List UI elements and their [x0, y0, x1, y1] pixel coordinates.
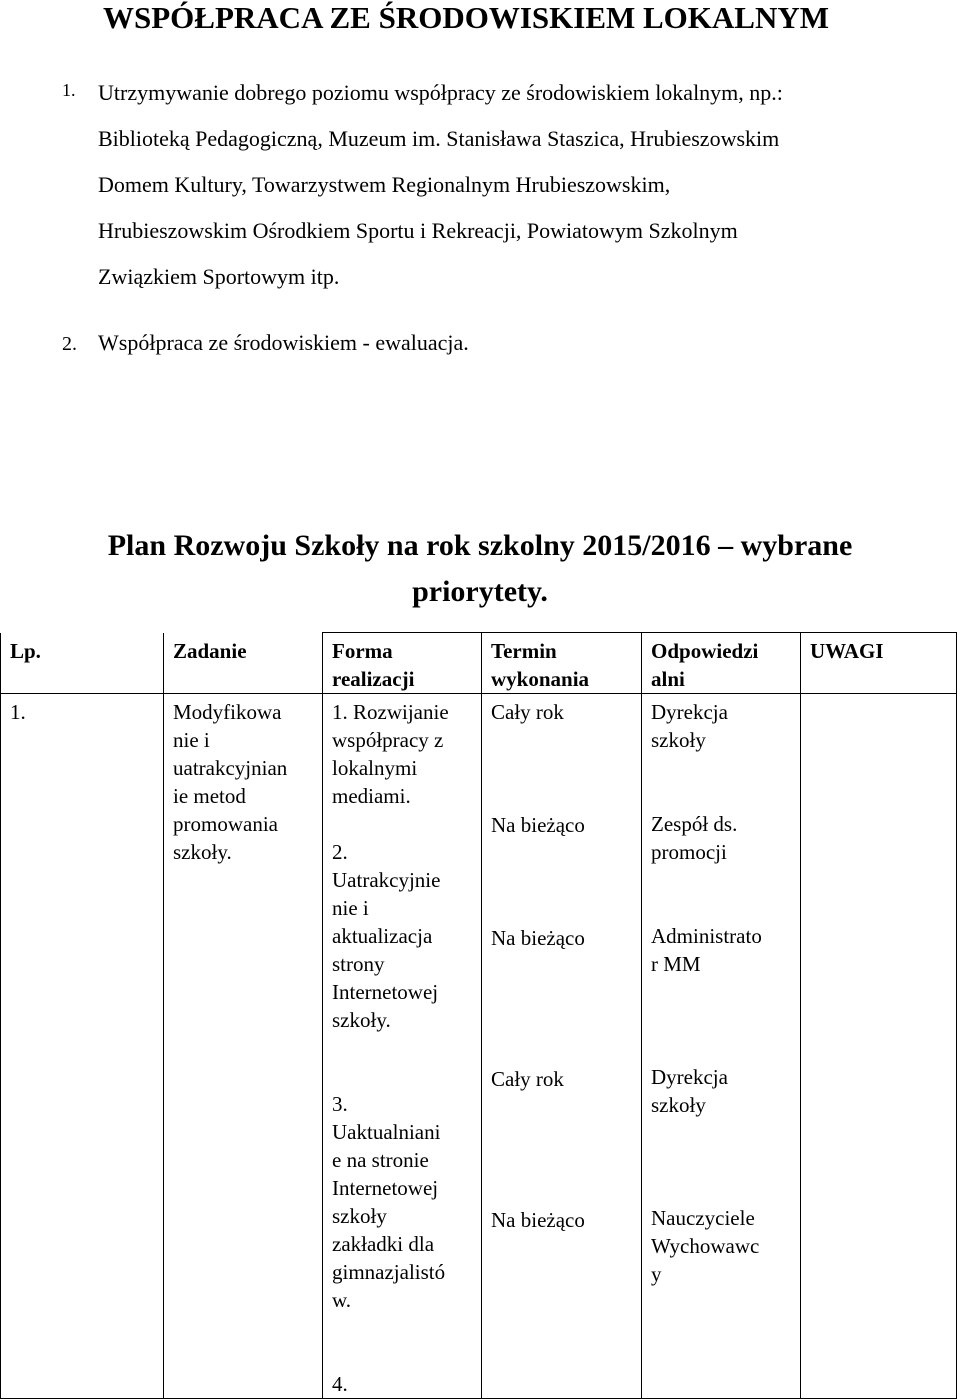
list-item-1-line-3: Domem Kultury, Towarzystwem Regionalnym Hrubieszowskim, — [98, 172, 671, 197]
plan-title-line-2: priorytety. — [412, 575, 548, 608]
list-item-1-line-1: Utrzymywanie dobrego poziomu współpracy ze środowiskiem lokalnym, np.: — [98, 80, 783, 105]
odpowiedzialni-item-1: Dyrekcja szkoły — [651, 700, 728, 752]
header-termin: Termin wykonania — [482, 633, 642, 694]
header-forma: Forma realizacji — [323, 633, 482, 694]
list-item-1-line-4: Hrubieszowskim Ośrodkiem Sportu i Rekreacji, Powiatowym Szkolnym — [98, 218, 738, 243]
cell-forma — [323, 694, 482, 1399]
plan-title-line-1: Plan Rozwoju Szkoły na rok szkolny 2015/2016 – wybrane — [107, 529, 853, 562]
plan-table — [0, 632, 957, 1399]
plan-title — [0, 523, 960, 615]
page-heading: WSPÓŁPRACA ZE ŚRODOWISKIEM LOKALNYM — [103, 0, 830, 35]
cell-odpowiedzialni — [642, 694, 801, 1399]
list-item-2-line-1: Współpraca ze środowiskiem - ewaluacja. — [98, 330, 469, 355]
forma-item-4: 4. — [332, 1372, 348, 1396]
header-zadanie: Zadanie — [164, 633, 323, 694]
cell-zadanie: Modyfikowa nie i uatrakcyjnian ie metod promowania szkoły. — [164, 694, 323, 1399]
odpowiedzialni-item-2: Zespół ds. promocji — [651, 812, 738, 864]
header-odpowiedzialni: Odpowiedzi alni — [642, 633, 801, 694]
forma-item-3: 3. Uaktualniani e na stronie Internetowej szkoły zakładki dla gimnazjalistó w. — [332, 1092, 446, 1312]
list-item-number-2: 2. — [62, 333, 77, 355]
cell-lp: 1. — [1, 694, 164, 1399]
odpowiedzialni-item-4: Dyrekcja szkoły — [651, 1065, 728, 1117]
forma-item-2: 2. Uatrakcyjnie nie i aktualizacja strony Internetowej szkoły. — [332, 840, 441, 1032]
cell-termin — [482, 694, 642, 1399]
header-lp: Lp. — [1, 633, 164, 694]
termin-item-2: Na bieżąco — [491, 813, 585, 837]
forma-item-1: 1. Rozwijanie współpracy z lokalnymi mediami. — [332, 700, 449, 808]
list-item-number-1: 1. — [62, 80, 76, 100]
list-item-1-line-2: Biblioteką Pedagogiczną, Muzeum im. Stanisława Staszica, Hrubieszowskim — [98, 126, 780, 151]
termin-item-4: Cały rok — [491, 1067, 564, 1091]
termin-item-1: Cały rok — [491, 700, 564, 724]
termin-item-5: Na bieżąco — [491, 1208, 585, 1232]
table-header-row — [1, 633, 957, 694]
odpowiedzialni-item-5: Nauczyciele Wychowawc y — [651, 1206, 760, 1286]
termin-item-3: Na bieżąco — [491, 926, 585, 950]
header-uwagi: UWAGI — [801, 633, 957, 694]
list-item-1-line-5: Związkiem Sportowym itp. — [98, 264, 340, 289]
table-row — [1, 694, 957, 1399]
cell-uwagi — [801, 694, 957, 1399]
odpowiedzialni-item-3: Administrato r MM — [651, 924, 762, 976]
